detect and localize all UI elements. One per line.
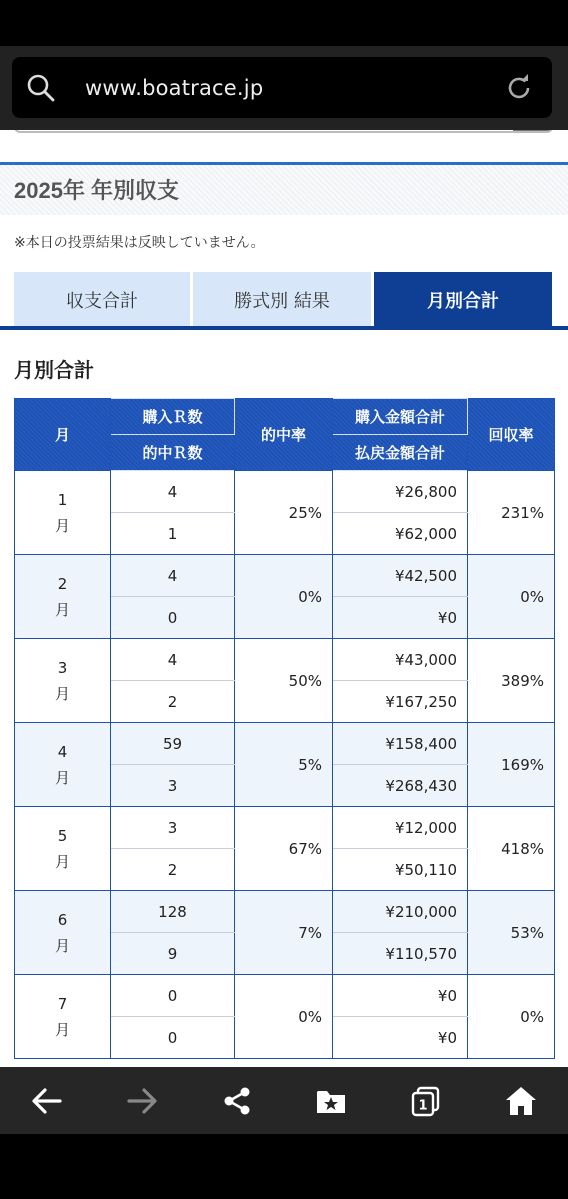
recovery-rate-cell: 169% bbox=[468, 723, 555, 807]
tabs-icon bbox=[409, 1084, 443, 1118]
arrow-right-icon bbox=[125, 1084, 159, 1118]
month-unit: 月 bbox=[54, 768, 70, 787]
return-amount-cell: ¥0 bbox=[333, 597, 468, 639]
hit-races-cell: 9 bbox=[111, 933, 235, 975]
recovery-rate-cell: 418% bbox=[468, 807, 555, 891]
bought-races-cell: 0 bbox=[111, 975, 235, 1017]
browser-navbar bbox=[0, 1067, 568, 1134]
month-cell bbox=[15, 975, 111, 1059]
bought-races-cell: 4 bbox=[111, 471, 235, 513]
hit-races-cell: 2 bbox=[111, 849, 235, 891]
bet-amount-cell: ¥42,500 bbox=[333, 555, 468, 597]
table-row bbox=[15, 555, 555, 597]
hit-races-cell: 0 bbox=[111, 1017, 235, 1059]
section-title: 月別合計 bbox=[14, 358, 94, 382]
search-icon bbox=[26, 73, 56, 103]
web-page bbox=[0, 130, 568, 1067]
table-row bbox=[15, 723, 555, 765]
tabs-button[interactable] bbox=[406, 1081, 446, 1121]
table-row bbox=[15, 807, 555, 849]
share-button[interactable] bbox=[217, 1081, 257, 1121]
reload-icon[interactable] bbox=[504, 73, 534, 103]
table-row bbox=[15, 975, 555, 1017]
recovery-rate-cell: 53% bbox=[468, 891, 555, 975]
recovery-rate-cell: 0% bbox=[468, 555, 555, 639]
bet-amount-cell: ¥26,800 bbox=[333, 471, 468, 513]
return-amount-cell: ¥268,430 bbox=[333, 765, 468, 807]
month-number: 5 bbox=[57, 826, 68, 845]
month-number: 1 bbox=[57, 490, 68, 509]
bet-amount-cell: ¥210,000 bbox=[333, 891, 468, 933]
month-number: 2 bbox=[57, 574, 68, 593]
recovery-rate-cell: 0% bbox=[468, 975, 555, 1059]
bet-amount-cell: ¥0 bbox=[333, 975, 468, 1017]
scroll-remnant bbox=[14, 130, 553, 133]
bookmarks-button[interactable] bbox=[311, 1081, 351, 1121]
bet-amount-cell: ¥43,000 bbox=[333, 639, 468, 681]
month-number: 3 bbox=[57, 658, 68, 677]
browser-toolbar bbox=[0, 46, 568, 130]
month-cell bbox=[15, 471, 111, 555]
month-cell bbox=[15, 807, 111, 891]
hit-rate-cell: 67% bbox=[235, 807, 333, 891]
title-band bbox=[0, 162, 568, 215]
tab-monthly-total[interactable]: 月別合計 bbox=[374, 272, 552, 328]
bought-races-cell: 4 bbox=[111, 639, 235, 681]
tab-bar bbox=[14, 272, 552, 328]
status-bar bbox=[0, 0, 568, 46]
arrow-left-icon bbox=[30, 1084, 64, 1118]
month-unit: 月 bbox=[54, 936, 70, 955]
home-button[interactable] bbox=[501, 1081, 541, 1121]
notice-text: ※本日の投票結果は反映していません。 bbox=[14, 235, 265, 251]
tab-bet-type-results[interactable]: 勝式別 結果 bbox=[193, 272, 371, 328]
month-unit: 月 bbox=[54, 516, 70, 535]
hit-races-cell: 2 bbox=[111, 681, 235, 723]
address-bar[interactable] bbox=[12, 57, 552, 118]
bookmark-folder-icon bbox=[314, 1084, 348, 1118]
hit-races-cell: 3 bbox=[111, 765, 235, 807]
header-month: 月 bbox=[15, 399, 111, 471]
tabs-count: 1 bbox=[418, 1098, 428, 1113]
bought-races-cell: 4 bbox=[111, 555, 235, 597]
month-unit: 月 bbox=[54, 1020, 70, 1039]
share-icon bbox=[221, 1085, 253, 1117]
monthly-table bbox=[14, 398, 555, 1059]
recovery-rate-cell: 231% bbox=[468, 471, 555, 555]
month-cell bbox=[15, 639, 111, 723]
table-row bbox=[15, 639, 555, 681]
return-amount-cell: ¥50,110 bbox=[333, 849, 468, 891]
hit-rate-cell: 5% bbox=[235, 723, 333, 807]
month-cell bbox=[15, 891, 111, 975]
bought-races-cell: 128 bbox=[111, 891, 235, 933]
hit-races-cell: 0 bbox=[111, 597, 235, 639]
hit-rate-cell: 0% bbox=[235, 555, 333, 639]
return-amount-cell: ¥110,570 bbox=[333, 933, 468, 975]
return-amount-cell: ¥0 bbox=[333, 1017, 468, 1059]
table-row bbox=[15, 471, 555, 513]
back-button[interactable] bbox=[27, 1081, 67, 1121]
return-amount-cell: ¥62,000 bbox=[333, 513, 468, 555]
month-number: 7 bbox=[57, 994, 68, 1013]
month-cell bbox=[15, 555, 111, 639]
bought-races-cell: 59 bbox=[111, 723, 235, 765]
return-amount-cell: ¥167,250 bbox=[333, 681, 468, 723]
header-hit-rate: 的中率 bbox=[235, 399, 333, 471]
system-nav-area bbox=[0, 1134, 568, 1199]
url-text[interactable]: www.boatrace.jp bbox=[85, 75, 264, 100]
header-hit: 的中Ｒ数 bbox=[111, 435, 235, 471]
header-recovery: 回収率 bbox=[468, 399, 555, 471]
hit-races-cell: 1 bbox=[111, 513, 235, 555]
month-unit: 月 bbox=[54, 600, 70, 619]
tab-underline bbox=[0, 326, 568, 330]
header-return-total: 払戻金額合計 bbox=[333, 435, 468, 471]
hit-rate-cell: 7% bbox=[235, 891, 333, 975]
month-unit: 月 bbox=[54, 852, 70, 871]
header-bought: 購入Ｒ数 bbox=[111, 399, 235, 435]
hit-rate-cell: 25% bbox=[235, 471, 333, 555]
header-bet-total: 購入金額合計 bbox=[333, 399, 468, 435]
bought-races-cell: 3 bbox=[111, 807, 235, 849]
table-row bbox=[15, 891, 555, 933]
bet-amount-cell: ¥12,000 bbox=[333, 807, 468, 849]
month-number: 4 bbox=[57, 742, 68, 761]
recovery-rate-cell: 389% bbox=[468, 639, 555, 723]
hit-rate-cell: 50% bbox=[235, 639, 333, 723]
forward-button[interactable] bbox=[122, 1081, 162, 1121]
page-title: 2025年 年別収支 bbox=[14, 178, 180, 203]
home-icon bbox=[504, 1084, 538, 1118]
month-number: 6 bbox=[57, 910, 68, 929]
bet-amount-cell: ¥158,400 bbox=[333, 723, 468, 765]
month-unit: 月 bbox=[54, 684, 70, 703]
tab-balance-total[interactable]: 収支合計 bbox=[14, 272, 190, 328]
hit-rate-cell: 0% bbox=[235, 975, 333, 1059]
month-cell bbox=[15, 723, 111, 807]
